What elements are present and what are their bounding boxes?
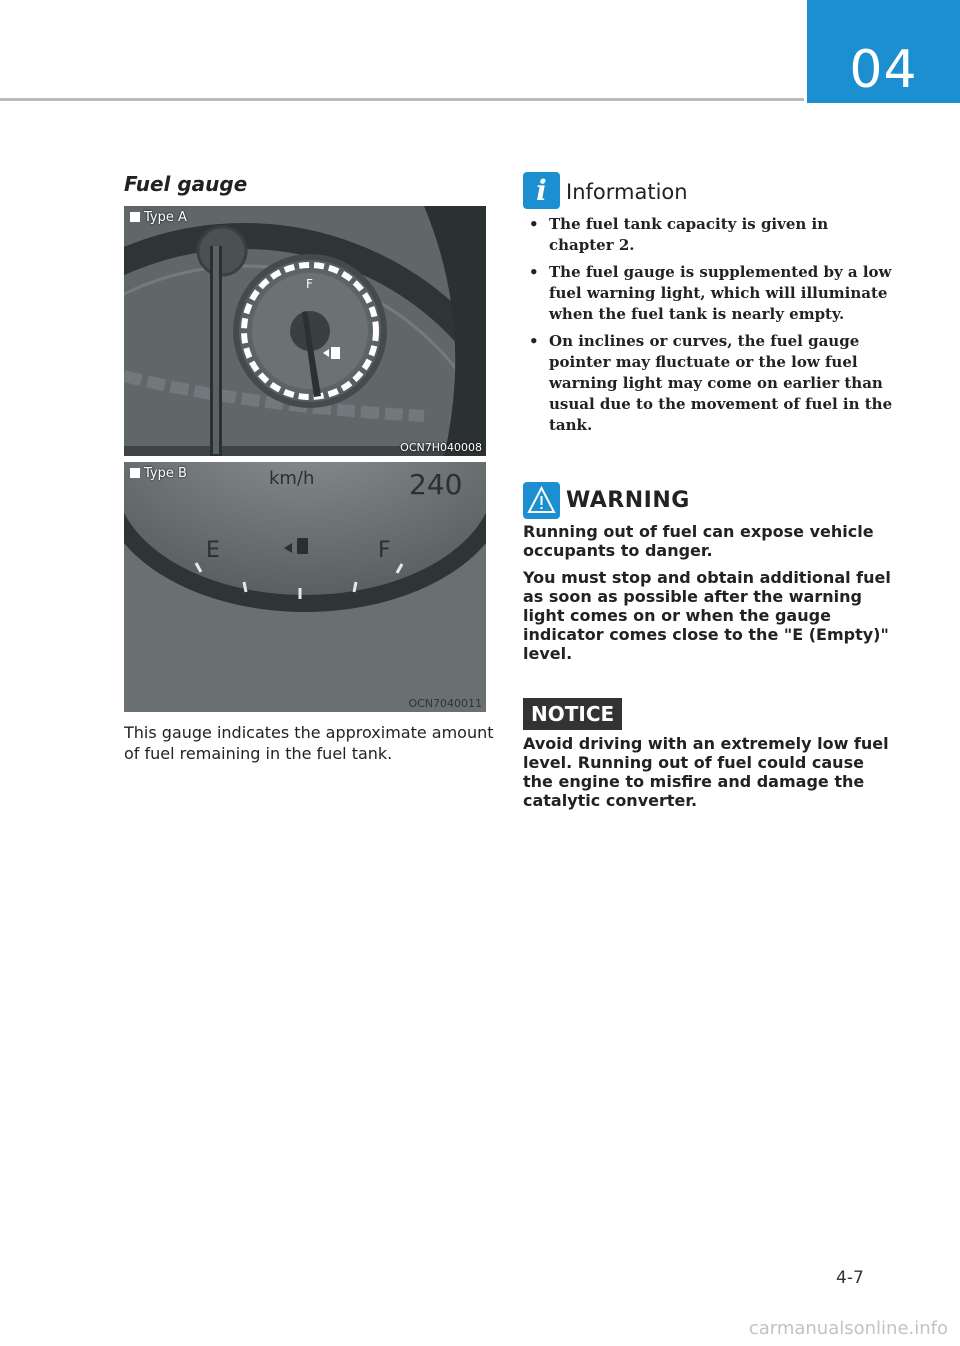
gauge-full-mark: F [306, 277, 313, 291]
speed-value: 240 [409, 468, 463, 501]
figure-type-a [124, 206, 486, 456]
warning-title: WARNING [566, 488, 690, 513]
figure-type-b [124, 462, 486, 712]
body-text: This gauge indicates the approximate amount of fuel remaining in the fuel tank. [124, 723, 494, 763]
section-title: Fuel gauge [124, 172, 248, 196]
information-list [523, 214, 893, 442]
gauge-full-mark: F [378, 538, 391, 563]
list-item: • On inclines or curves, the fuel gauge pointer may fluctuate or the low fuel warning light may come on earlier than usual due to the movement of fuel in the tank. [529, 332, 893, 434]
fuel-gauge-type-a-illustration [124, 206, 486, 456]
figure-b-label: Type B [130, 466, 187, 481]
watermark: carmanualsonline.info [748, 1318, 948, 1339]
top-rule [0, 98, 804, 101]
info-icon: i [523, 172, 560, 209]
warning-paragraph: Running out of fuel can expose vehicle occupants to danger. [523, 522, 874, 560]
figure-a-code: OCN7H040008 [400, 441, 482, 454]
notice-text: Avoid driving with an extremely low fuel level. Running out of fuel could cause the engine to misfire and damage the catalytic converter. [523, 734, 889, 810]
figure-b-code: OCN7040011 [408, 697, 482, 710]
list-item: • The fuel gauge is supplemented by a low fuel warning light, which will illuminate when the fuel tank is nearly empty. [529, 263, 892, 323]
warning-text [523, 522, 898, 671]
notice-badge: NOTICE [523, 698, 622, 730]
gauge-empty-mark: E [206, 538, 220, 563]
list-item: • The fuel tank capacity is given in chapter 2. [529, 215, 829, 254]
warning-paragraph: You must stop and obtain additional fuel as soon as possible after the warning light comes on or when the gauge indicator comes close to the "E (Empty)" level. [523, 568, 891, 663]
figure-a-label: Type A [130, 210, 187, 225]
chapter-tab: 04 [807, 0, 960, 103]
fuel-gauge-type-b-illustration [124, 462, 486, 712]
page-number: 4-7 [836, 1268, 864, 1288]
information-title: Information [566, 180, 688, 204]
warning-icon [523, 482, 560, 519]
speed-unit: km/h [269, 468, 315, 489]
